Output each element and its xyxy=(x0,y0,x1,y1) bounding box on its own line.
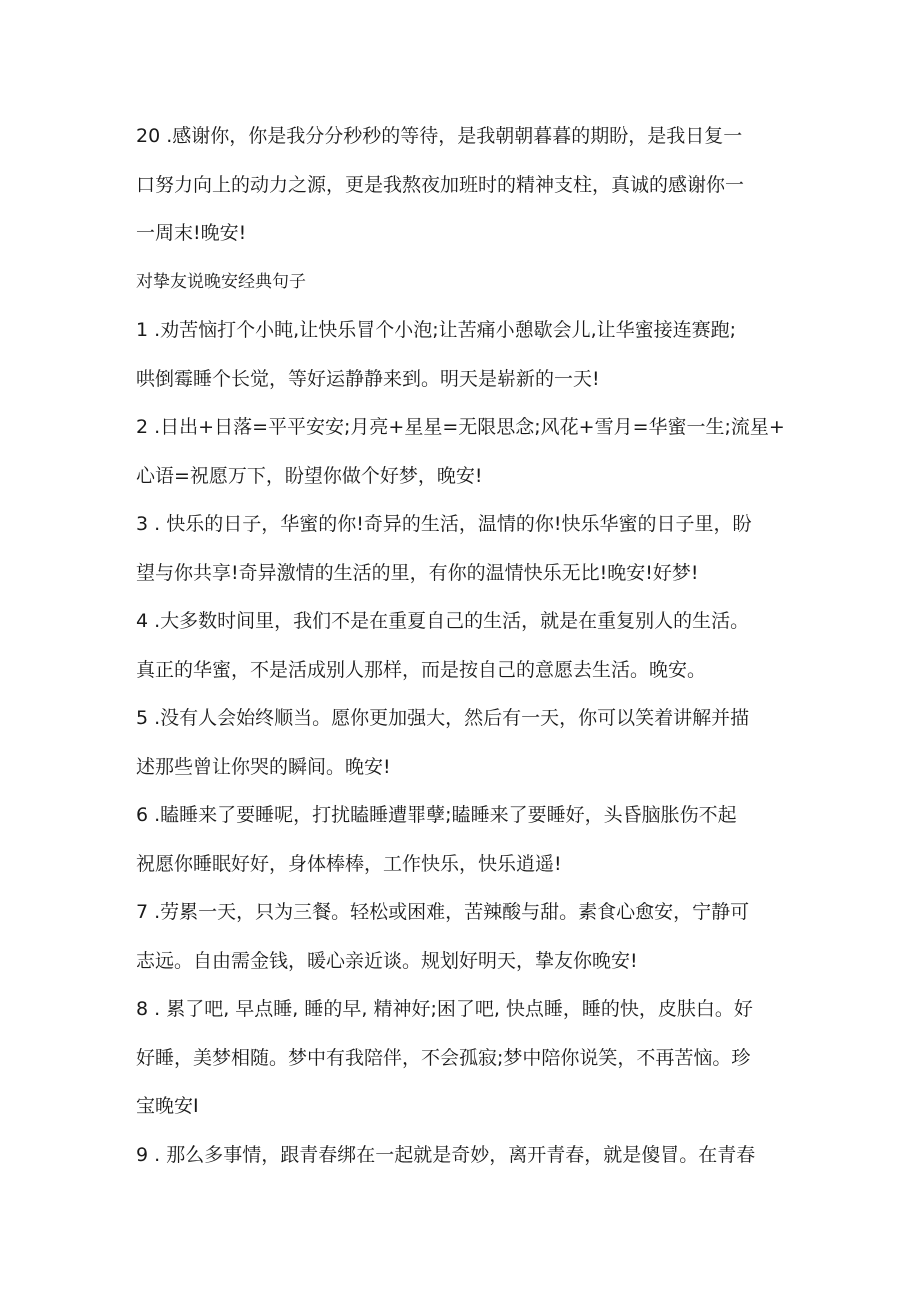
text-line: 好睡，美梦相随。梦中有我陪伴，不会孤寂;梦中陪你说笑，不再苦恼。珍 xyxy=(136,1046,751,1069)
text-line: 8 . 累了吧, 早点睡, 睡的早, 精神好;困了吧, 快点睡，睡的快，皮肤白。好 xyxy=(136,998,753,1020)
text-line: 志远。自由需金钱，暖心亲近谈。规划好明天，挚友你晚安! xyxy=(136,949,638,972)
text-line: 口努力向上的动力之源，更是我熬夜加班时的精神支柱，真诚的感谢你一 xyxy=(136,173,745,196)
text-line: 2 .日出+日落=平平安安;月亮+星星=无限思念;风花+雪月=华蜜一生;流星+ xyxy=(136,416,785,438)
text-line: 哄倒霉睡个长觉，等好运静静来到。明天是崭新的一天! xyxy=(136,367,600,390)
section-heading: 对挚友说晚安经典句子 xyxy=(136,271,306,292)
text-line: 宝晚安I xyxy=(136,1095,199,1117)
text-line: 祝愿你睡眠好好，身体棒棒，工作快乐，快乐逍遥! xyxy=(136,852,562,875)
text-line: 述那些曾让你哭的瞬间。晚安! xyxy=(136,755,391,778)
text-line: 9 . 那么多事情，跟青春绑在一起就是奇妙，离开青春，就是傻冒。在青春 xyxy=(136,1143,756,1166)
text-line: 5 .没有人会始终顺当。愿你更加强大，然后有一天，你可以笑着讲解并描 xyxy=(136,707,750,729)
text-line: 6 .瞌睡来了要睡呢，打扰瞌睡遭罪孽;瞌睡来了要睡好，头昏脑胀伤不起 xyxy=(136,804,737,826)
text-line: 3 . 快乐的日子，华蜜的你!奇异的生活，温情的你!快乐华蜜的日子里，盼 xyxy=(136,513,752,535)
text-line: 20 .感谢你，你是我分分秒秒的等待，是我朝朝暮暮的期盼，是我日复一 xyxy=(136,125,743,147)
text-line: 望与你共享!奇异激情的生活的里，有你的温情快乐无比!晚安!好梦! xyxy=(136,561,699,584)
text-line: 4 .大多数时间里，我们不是在重夏自己的生活，就是在重复别人的生活。 xyxy=(136,610,750,632)
document-body xyxy=(136,112,786,1179)
text-line: 心语=祝愿万下，盼望你做个好梦，晚安! xyxy=(136,464,483,487)
text-line: 1 .劝苦恼打个小盹,让快乐冒个小泡;让苦痛小憩歇会儿,让华蜜接连赛跑; xyxy=(136,319,737,341)
text-line: 7 .劳累一天，只为三餐。轻松或困难，苦辣酸与甜。素食心愈安，宁静可 xyxy=(136,901,750,923)
text-line: 一周末!晚安! xyxy=(136,222,247,244)
text-line: 真正的华蜜，不是活成别人那样，而是按自己的意愿去生活。晚安。 xyxy=(136,658,707,681)
